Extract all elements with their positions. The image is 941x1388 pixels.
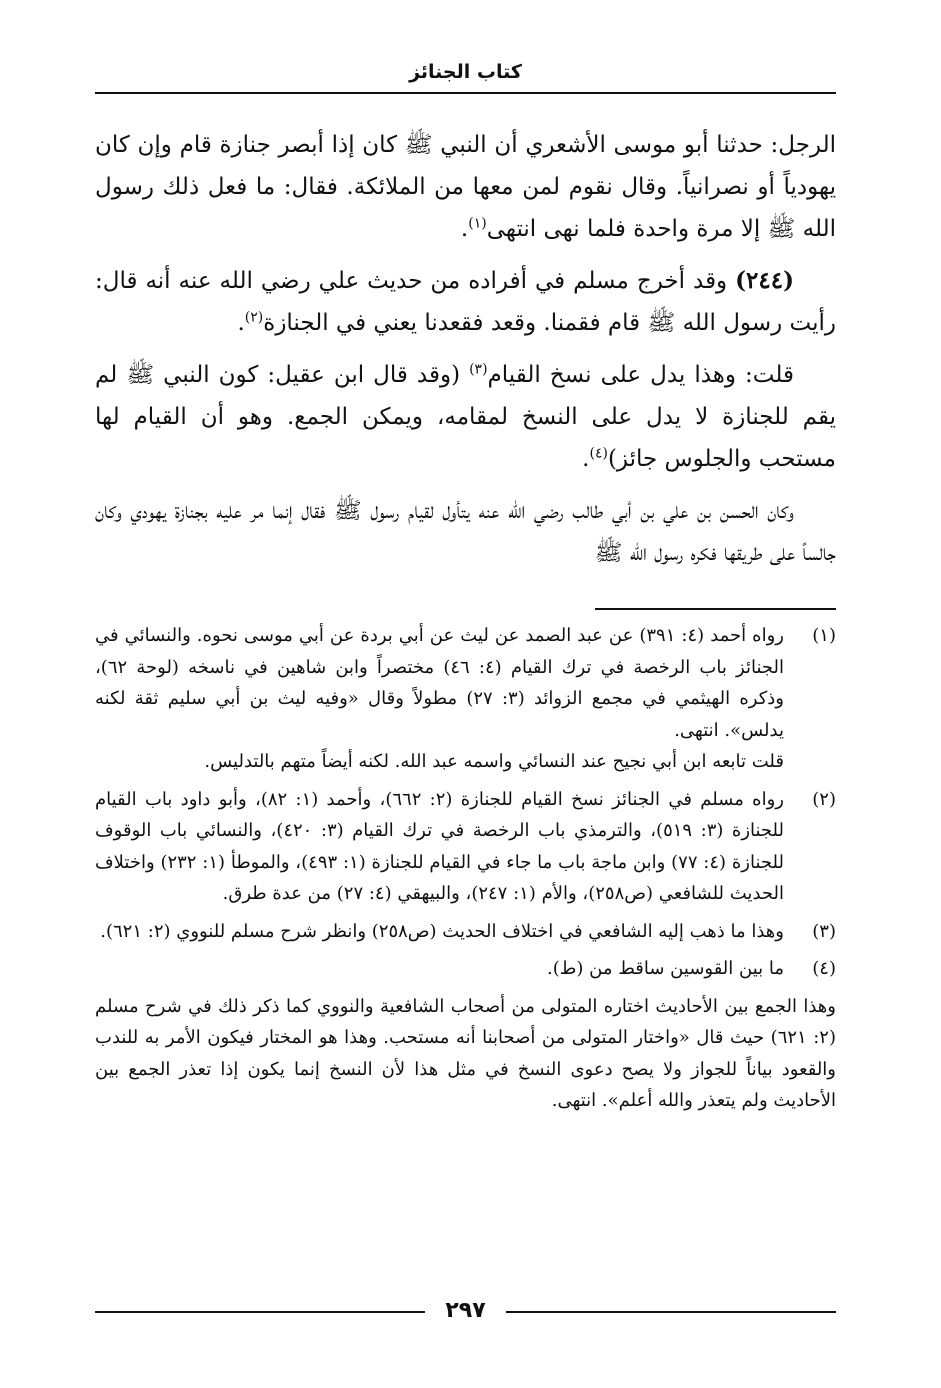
footnote-1 — [95, 620, 836, 778]
footnote-number: (٢) — [812, 788, 836, 810]
footnote-ref-4: (٤) — [589, 445, 608, 462]
hadith-number: (٢٤٤) — [735, 267, 794, 294]
paragraph-2 — [95, 260, 836, 344]
footnotes — [95, 620, 836, 1117]
paragraph-1 — [95, 124, 836, 250]
paragraph-3-text-b: (وقد قال ابن عقيل: كون النبي ﷺ لم يقم للجنازة لا يدل على النسخ لمقامه، ويمكن الجمع. وهو أن القيام لها مستحب والجلوس جائز) — [95, 362, 836, 472]
main-text — [95, 124, 836, 584]
running-header: كتاب الجنائز — [409, 61, 522, 83]
footnote-ref-3: (٣) — [469, 361, 488, 378]
footer-rule-left — [95, 1311, 425, 1313]
footnote-4 — [95, 953, 836, 985]
paragraph-1-end: . — [460, 216, 469, 242]
footnote-number: (١) — [812, 625, 836, 646]
paragraph-1-text: الرجل: حدثنا أبو موسى الأشعري أن النبي ﷺ كان إذا أبصر جنازة قام وإن كان يهودياً أو نصرانياً. وقال نقوم لمن معها من الملائكة. فقال: ما فعل ذلك رسول الله ﷺ إلا مرة واحدة فلما نهى انتهى — [95, 132, 836, 242]
paragraph-2-text: وقد أخرج مسلم في أفراده من حديث علي رضي الله عنه أنه قال: رأيت رسول الله ﷺ قام فقمنا. وقعد فقعدنا يعني في الجنازة — [95, 268, 836, 336]
footnote-ref-2: (٢) — [244, 309, 264, 326]
header-rule — [95, 92, 836, 94]
paragraph-4: وكان الحسن بن علي بن أبي طالب رضي الله عنه يتأول لقيام رسول ﷺ فقال إنما مر عليه بجنازة يهودي وكان جالساً على طريقها فكره رسول الله ﷺ — [95, 498, 836, 566]
footnote-comment: قلت تابعه ابن أبي نجيح عند النسائي واسمه عبد الله. لكنه أيضاً متهم بالتدليس. — [204, 751, 784, 772]
footer-rule-right — [506, 1311, 836, 1313]
footnote-3 — [95, 916, 836, 948]
paragraph-3 — [95, 354, 836, 480]
footnote-separator — [595, 608, 836, 610]
footnote-2 — [95, 784, 836, 910]
footnote-text: رواه أحمد (٤: ٣٩١) عن عبد الصمد عن ليث عن أبي بردة عن أبي موسى نحوه. والنسائي في الجنائز باب الرخصة في ترك القيام (٤: ٤٦) مختصراً وابن شاهين في ناسخه (لوحة ٦٢)، وذكره الهيثمي في مجمع الزوائد (٣: ٢٧) مطولاً وقال «وفيه ليث بن أبي سليم ثقة لكنه يدلس». انتهى. — [95, 625, 785, 741]
footnote-4-comment: وهذا الجمع بين الأحاديث اختاره المتولى من أصحاب الشافعية والنووي كما ذكر ذلك في شرح مسلم (٢: ٦٢١) حيث قال «واختار المتولى من أصحابنا أنه مستحب. وهذا هو المختار فيكون الأمر به للندب والقعود بياناً للجواز ولا يصح دعوى النسخ في مثل هذا لأن النسخ إنما يكون إذا تعذر الجمع بين الأحاديث ولم يتعذر والله أعلم». انتهى. — [95, 995, 836, 1111]
paragraph-2-end: . — [237, 310, 245, 336]
paragraph-3-text-a: قلت: وهذا يدل على نسخ القيام — [487, 362, 794, 388]
paragraph-3-end: . — [582, 446, 590, 472]
footnote-text: ما بين القوسين ساقط من (ط). — [547, 958, 784, 979]
footnote-text: رواه مسلم في الجنائز نسخ القيام للجنازة (٢: ٦٦٢)، وأحمد (١: ٨٢)، وأبو داود باب القيام للجنازة (٣: ٥١٩)، والترمذي باب الرخصة في ترك القيام (٣: ٤٢٠)، والنسائي باب الوقوف للجنازة (٤: ٧٧) وابن ماجة باب ما جاء في القيام للجنازة (١: ٤٩٣)، والموطأ (١: ٢٣٢) واختلاف الحديث للشافعي (ص٢٥٨)، والأم (١: ٢٤٧)، والبيهقي (٤: ٢٧) من عدة طرق. — [95, 788, 784, 904]
footnote-number: (٣) — [812, 920, 836, 942]
footnote-ref-1: (١) — [468, 215, 487, 232]
page-number: ٢٩٧ — [445, 1298, 486, 1323]
footnote-number: (٤) — [812, 958, 836, 979]
footnote-text: وهذا ما ذهب إليه الشافعي في اختلاف الحديث (ص٢٥٨) وانظر شرح مسلم للنووي (٢: ٦٢١). — [100, 920, 784, 942]
